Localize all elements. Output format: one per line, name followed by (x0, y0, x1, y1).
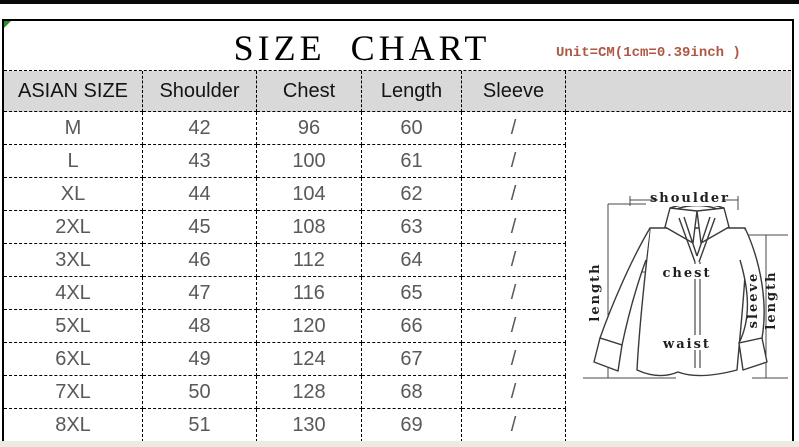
table-cell-size: M (4, 112, 143, 145)
table-cell-shoulder: 43 (143, 145, 257, 178)
corner-flag-icon (4, 21, 11, 28)
table-cell-shoulder: 45 (143, 211, 257, 244)
table-cell-sleeve: / (462, 244, 566, 277)
table-cell-chest: 128 (257, 376, 362, 409)
table-cell-size: 3XL (4, 244, 143, 277)
table-cell-chest: 124 (257, 343, 362, 376)
table-cell-length: 69 (362, 409, 462, 442)
table-cell-size: XL (4, 178, 143, 211)
table-cell-length: 64 (362, 244, 462, 277)
table-cell-length: 60 (362, 112, 462, 145)
table-cell-shoulder: 47 (143, 277, 257, 310)
col-header-asian-size: ASIAN SIZE (4, 71, 143, 112)
table-cell-length: 68 (362, 376, 462, 409)
table-cell-size: 4XL (4, 277, 143, 310)
table-cell-sleeve: / (462, 310, 566, 343)
page-title: SIZE CHART (233, 28, 491, 68)
table-cell-shoulder: 49 (143, 343, 257, 376)
col-header-length: Length (362, 71, 462, 112)
table-cell-size: 2XL (4, 211, 143, 244)
table-cell-sleeve: / (462, 145, 566, 178)
table-cell-shoulder: 46 (143, 244, 257, 277)
table-cell-length: 62 (362, 178, 462, 211)
col-header-shoulder: Shoulder (143, 71, 257, 112)
table-cell-sleeve: / (462, 409, 566, 442)
bottom-margin-strip (0, 441, 799, 447)
table-cell-size: 5XL (4, 310, 143, 343)
table-cell-chest: 96 (257, 112, 362, 145)
table-cell-chest: 108 (257, 211, 362, 244)
table-cell-shoulder: 42 (143, 112, 257, 145)
table-cell-sleeve: / (462, 112, 566, 145)
table-cell-sleeve: / (462, 343, 566, 376)
table-cell-chest: 120 (257, 310, 362, 343)
table-cell-length: 66 (362, 310, 462, 343)
col-header-chest: Chest (257, 71, 362, 112)
unit-note: Unit=CM(1cm=0.39inch ) (556, 45, 741, 61)
size-table (4, 70, 791, 442)
shirt-measurement-diagram (566, 112, 791, 442)
table-cell-size: 6XL (4, 343, 143, 376)
col-header-sleeve: Sleeve (462, 71, 566, 112)
table-cell-sleeve: / (462, 376, 566, 409)
table-cell-shoulder: 50 (143, 376, 257, 409)
table-cell-sleeve: / (462, 277, 566, 310)
table-cell-sleeve: / (462, 211, 566, 244)
diagram-label-chest: chest (662, 266, 712, 281)
table-cell-shoulder: 44 (143, 178, 257, 211)
table-cell-chest: 100 (257, 145, 362, 178)
table-cell-chest: 116 (257, 277, 362, 310)
table-cell-length: 61 (362, 145, 462, 178)
table-cell-shoulder: 51 (143, 409, 257, 442)
top-divider-bar (0, 0, 799, 4)
table-cell-chest: 130 (257, 409, 362, 442)
table-cell-length: 63 (362, 211, 462, 244)
table-cell-chest: 112 (257, 244, 362, 277)
table-cell-length: 65 (362, 277, 462, 310)
col-header-empty (566, 71, 791, 112)
diagram-label-sleeve-2: length (764, 270, 779, 330)
diagram-label-waist: waist (663, 337, 711, 352)
table-cell-chest: 104 (257, 178, 362, 211)
table-cell-size: L (4, 145, 143, 178)
table-cell-size: 8XL (4, 409, 143, 442)
diagram-label-sleeve-1: sleeve (746, 271, 761, 329)
table-cell-shoulder: 48 (143, 310, 257, 343)
chart-frame (2, 19, 794, 441)
diagram-label-shoulder: shoulder (649, 191, 731, 206)
diagram-label-length: length (588, 262, 603, 322)
table-cell-length: 67 (362, 343, 462, 376)
shirt-diagram-svg (566, 112, 791, 442)
table-cell-sleeve: / (462, 178, 566, 211)
table-cell-size: 7XL (4, 376, 143, 409)
